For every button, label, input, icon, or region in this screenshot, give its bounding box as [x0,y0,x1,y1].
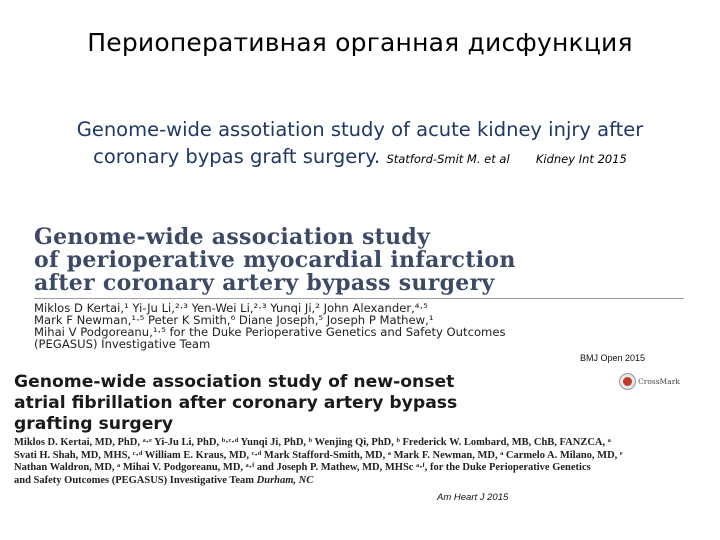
paper2-authors [14,437,704,487]
paper1-authors [34,302,704,350]
subtitle-line-2 [60,143,660,173]
paper1-authors-line-1: Miklos D Kertai,¹ Yi-Ju Li,²·³ Yen-Wei Li,²·³ Yunqi Ji,² John Alexander,⁴·⁵ [34,301,428,315]
paper1-title-line-3: after coronary artery bypass surgery [34,270,495,296]
slide-title: Периоперативная органная дисфункция [87,28,633,57]
paper1-authors-line-3: Mihai V Podgoreanu,¹·⁵ for the Duke Perioperative Genetics and Safety Outcomes [34,325,506,339]
subtitle-line-2-text: coronary bypas graft surgery. [93,145,381,168]
subtitle-journal: Kidney Int 2015 [535,152,627,166]
paper2-title-line-2: atrial fibrillation after coronary artery bypass [14,393,458,413]
paper1-authors-line-2: Mark F Newman,¹·⁵ Peter K Smith,⁶ Diane Joseph,⁵ Joseph P Mathew,¹ [34,313,434,327]
paper2-title [14,372,594,435]
paper2-authors-line-4-text: and Safety Outcomes (PEGASUS) Investigative Team [14,474,255,486]
paper2-journal: Am Heart J 2015 [437,492,509,503]
paper1-authors-line-4: (PEGASUS) Investigative Team [34,337,211,351]
subtitle-authors: Statford-Smit M. et al [386,152,510,166]
crossmark-label: CrossMark [638,376,680,386]
paper2-authors-line-1: Miklos D. Kertai, MD, PhD, ᵃ·ᵉ Yi-Ju Li, PhD, ᵇ·ᶜ·ᵈ Yunqi Ji, PhD, ᵇ Wenjing Qi, PhD, ᵇ Frederick W. Lombard, MB, ChB, FANZCA, ᵃ [14,437,611,448]
paper2-title-line-3: grafting surgery [14,414,174,434]
paper2-location: Durham, NC [256,474,314,486]
paper1-title [34,226,694,295]
paper1-journal: BMJ Open 2015 [580,353,646,363]
paper2-authors-line-3: Nathan Waldron, MD, ᵃ Mihai V. Podgoreanu, MD, ᵃ·ᶠ and Joseph P. Mathew, MD, MHSc ᵃ·ᶠ, for the Duke Perioperative Genetics [14,462,591,473]
paper2-authors-line-4 [14,475,704,488]
paper2-title-line-1: Genome-wide association study of new-onset [14,372,455,392]
subtitle-line-1: Genome-wide assotiation study of acute kidney injry after [76,118,644,141]
paper1-title-line-2: of perioperative myocardial infarction [34,247,516,273]
paper2-authors-line-2: Svati H. Shah, MD, MHS, ᶜ·ᵈ William E. Kraus, MD, ᶜ·ᵈ Mark Stafford-Smith, MD, ᵃ Mark F. Newman, MD, ᵃ Carmelo A. Milano, MD, ᵉ [14,449,623,461]
crossmark-badge [620,372,686,390]
paper1-divider [34,298,684,299]
subtitle [60,116,660,173]
paper1-title-line-1: Genome-wide association study [34,224,431,250]
crossmark-icon [620,374,635,389]
